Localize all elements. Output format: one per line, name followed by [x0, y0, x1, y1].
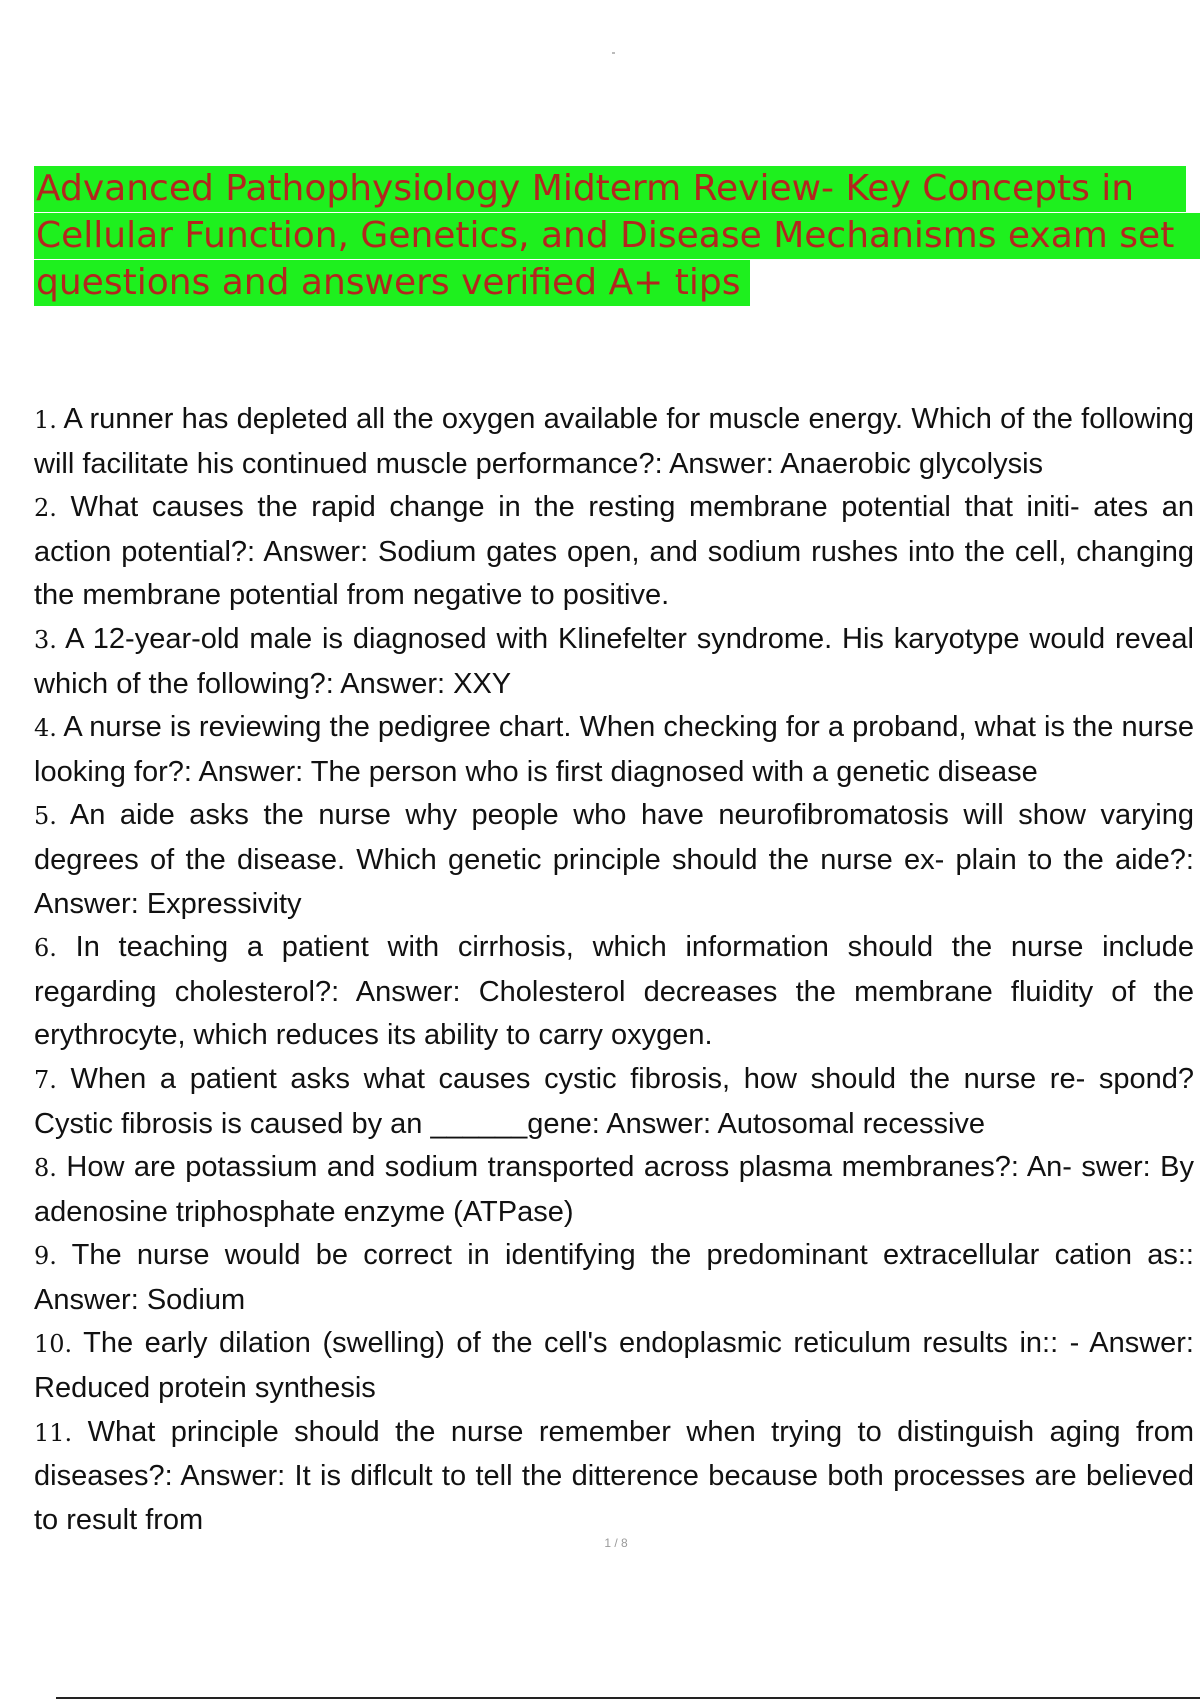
question-item: [34, 1322, 1194, 1410]
question-number: 9.: [34, 1242, 57, 1271]
question-item: [34, 1058, 1194, 1146]
question-list: [34, 398, 1194, 1542]
question-number: 10.: [34, 1330, 73, 1359]
question-number: 6.: [34, 934, 57, 963]
question-item: [34, 1234, 1194, 1322]
question-text: The early dilation (swelling) of the cell's endoplasmic reticulum results in:: - Answer: Reduced protein synthesis: [34, 1327, 1194, 1405]
title-line-1: Advanced Pathophysiology Midterm Review- Key Concepts in: [34, 166, 1186, 212]
question-text: A nurse is reviewing the pedigree chart. When checking for a proband, what is the nurse looking for?: Answer: The person who is first diagnosed with a genetic disease: [34, 711, 1194, 788]
question-text: What principle should the nurse remember when trying to distinguish aging from diseases?: Answer: It is diflcult to tell the ditterence because both processes are believed to result from: [34, 1415, 1195, 1536]
question-number: 11.: [34, 1418, 73, 1447]
question-item: [34, 1146, 1194, 1234]
question-item: [34, 398, 1194, 486]
question-number: 1.: [34, 406, 57, 434]
question-text: A runner has depleted all the oxygen available for muscle energy. Which of the following will facilitate his continued muscle performance?: Answer: Anaerobic glycolysis: [34, 403, 1194, 480]
question-item: [34, 618, 1194, 706]
question-text: How are potassium and sodium transported across plasma membranes?: An- swer: By adenosine triphosphate enzyme (ATPase): [34, 1151, 1194, 1228]
footer-rule: [56, 1697, 1200, 1699]
question-item: [34, 794, 1194, 926]
title-line-3: questions and answers verified A+ tips: [34, 260, 750, 306]
question-text: What causes the rapid change in the resting membrane potential that initi- ates an action potential?: Answer: Sodium gates open, and sodium rushes into the cell, changing the membrane potential from negative to positive.: [34, 491, 1194, 612]
question-number: 4.: [34, 714, 57, 743]
question-text: In teaching a patient with cirrhosis, which information should the nurse include regarding cholesterol?: Answer: Cholesterol decreases the membrane fluidity of the erythrocyte, which reduces its ability to carry oxygen.: [34, 931, 1194, 1052]
title-line-2: Cellular Function, Genetics, and Disease Mechanisms exam set: [34, 213, 1200, 259]
question-item: [34, 486, 1194, 618]
question-item: [34, 926, 1194, 1058]
question-text: An aide asks the nurse why people who have neurofibromatosis will show varying degrees of the disease. Which genetic principle should the nurse ex- plain to the aide?: Answer: Expressivity: [34, 799, 1194, 920]
question-text: The nurse would be correct in identifying the predominant extracellular cation as:: Answer: Sodium: [34, 1239, 1194, 1316]
page-number: 1 / 8: [604, 1536, 628, 1550]
question-item: [34, 1411, 1194, 1543]
question-text: A 12-year-old male is diagnosed with Klinefelter syndrome. His karyotype would reveal which of the following?: Answer: XXY: [34, 622, 1194, 700]
question-number: 5.: [34, 802, 57, 831]
question-text: When a patient asks what causes cystic fibrosis, how should the nurse re- spond? Cystic fibrosis is caused by an ______gene: Answer: Autosomal recessive: [34, 1062, 1194, 1140]
document-title: [34, 166, 1200, 307]
question-item: [34, 706, 1194, 794]
question-number: 8.: [34, 1154, 57, 1183]
question-number: 2.: [34, 494, 57, 523]
question-number: 7.: [34, 1065, 57, 1094]
question-number: 3.: [34, 625, 57, 654]
scan-mark: [612, 52, 615, 54]
